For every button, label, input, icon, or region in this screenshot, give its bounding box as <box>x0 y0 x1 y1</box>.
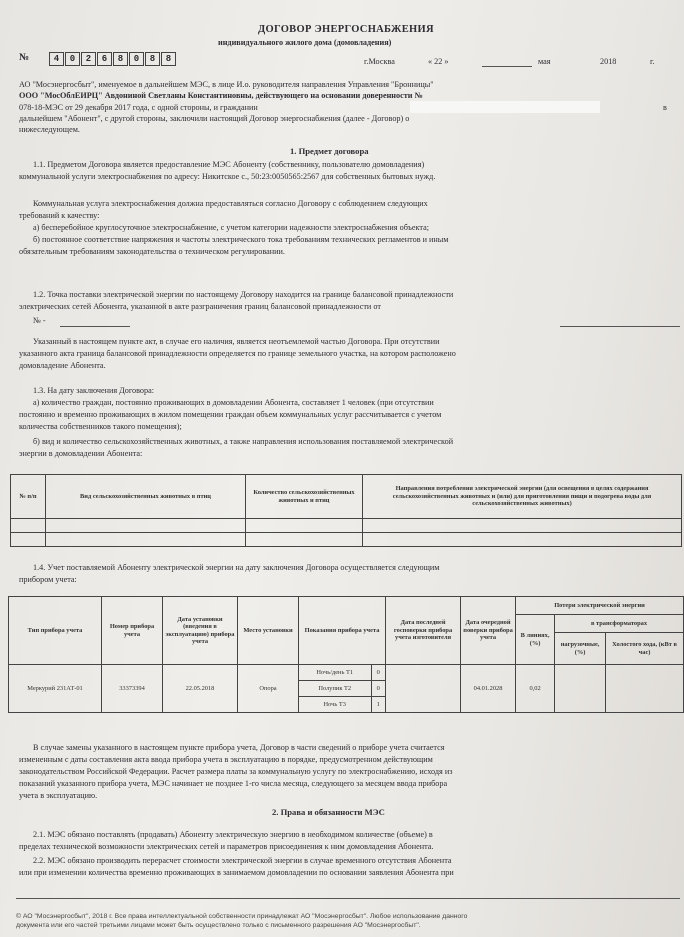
table-row <box>11 533 682 547</box>
paragraph-line: обязательным требованиям законодательства о техническом регулировании. <box>19 247 285 256</box>
tariff-value: 0 <box>371 681 386 697</box>
tariff-value: 0 <box>371 665 386 681</box>
paragraph-line: а) количество граждан, постоянно проживающих в домовладении Абонента, составляет 1 человек (при отсутствии <box>33 398 434 407</box>
table-row <box>9 665 684 681</box>
meter-number: 33373394 <box>102 665 163 713</box>
column-header: в трансформаторах <box>555 615 684 633</box>
paragraph-line: энергии в домовладении Абонента: <box>19 449 143 458</box>
footer-divider <box>16 898 680 899</box>
number-digit: 8 <box>145 52 160 66</box>
meter-type: Меркурий 231АТ-01 <box>9 665 102 713</box>
paragraph-line: электрических сетей Абонента, указанной в акте разграничения границ балансовой принадлежности от <box>19 302 381 311</box>
column-header: Потери электрической энергии <box>516 597 684 615</box>
paragraph-line: указанного акта граница балансовой принадлежности определяется по границе земельного участка, на котором расположено <box>19 349 456 358</box>
number-digit: 8 <box>161 52 176 66</box>
paragraph-line: 1.2. Точка поставки электрической энергии по настоящему Договору находится на границе балансовой принадлежности <box>33 290 454 299</box>
number-digit: 4 <box>49 52 64 66</box>
intro-line: ООО "МосОблЕИРЦ" Авдониной Светланы Константиновны, действующего на основании доверенности № <box>19 91 423 100</box>
number-label: № <box>19 52 30 63</box>
column-header: Холостого хода, (кВт в час) <box>606 633 684 665</box>
column-header: Количество сельскохозяйственных животных и птиц <box>246 475 363 519</box>
footer-line: документа или его частей третьими лицами может быть осуществлено только с письменного разрешения АО "Мосэнергосбыт". <box>16 922 421 929</box>
column-header: Вид сельскохозяйственных животных в птиц <box>46 475 246 519</box>
redacted-name <box>410 101 600 113</box>
paragraph-line: показаний указанного прибора учета, МЭС начинает не позднее 1-го числа месяца, следующего за месяцем ввода прибора <box>19 779 448 788</box>
paragraph-line: измененным с даты составления акта ввода прибора учета в эксплуатацию в порядке, предусмотренном действующим <box>19 755 433 764</box>
footer-line: © АО "Мосэнергосбыт", 2018 г. Все права интеллектуальной собственности принадлежат АО "Мосэнергосбыт". Любое использование данного <box>16 913 468 920</box>
line-losses: 0,02 <box>516 665 555 713</box>
contract-number <box>49 52 177 66</box>
column-header: Номер прибора учета <box>102 597 163 665</box>
intro-line: 078-18-МЭС от 29 декабря 2017 года, с одной стороны, и гражданин <box>19 103 258 112</box>
date-year: 2018 <box>600 57 617 66</box>
date-day: « 22 » <box>428 57 449 66</box>
copyright-footer <box>16 912 467 930</box>
paragraph-line: а) бесперебойное круглосуточное электроснабжение, с учетом категории надежности электроснабжения объекта; <box>33 223 429 232</box>
table-header-row <box>11 475 682 519</box>
column-header: № п/п <box>11 475 46 519</box>
table-header-row <box>9 597 684 615</box>
paragraph-line: б) постоянное соответствие напряжения и частоты электрического тока требованиям технических регламентов и иным <box>33 235 449 244</box>
number-digit: 8 <box>113 52 128 66</box>
section-heading: 1. Предмет договора <box>290 146 369 156</box>
column-header: Тип прибора учета <box>9 597 102 665</box>
tariff-label: Ночь Т3 <box>299 697 372 713</box>
intro-line: АО "Мосэнергосбыт", именуемое в дальнейшем МЭС, в лице И.о. руководителя направления Управления "Бронницы" <box>19 80 434 89</box>
paragraph-line: Коммунальная услуга электроснабжения должна предоставляться согласно Договору с соблюдением следующих <box>33 199 428 208</box>
paragraph-line: б) вид и количество сельскохозяйственных животных, а также направления использования поставляемой электрической <box>33 437 454 446</box>
number-digit: 0 <box>129 52 144 66</box>
paragraph-line: 2.2. МЭС обязано производить перерасчет стоимости электрической энергии в случае временного отсутствия Абонента <box>33 856 452 865</box>
paragraph-line: пределах технической возможности электрических сетей и параметров присоединения к ним домовладения Абонента. <box>19 842 434 851</box>
paragraph-line: № - <box>33 316 46 325</box>
column-header: нагрузочные, (%) <box>555 633 606 665</box>
column-header: Направления потребления электрической энергии (для освещения в целях содержания сельскохозяйственных животных и (или) для приготовления пищи и подогрева воды для сельскохозяйственных животных) <box>363 475 682 519</box>
column-header: Дата установки (введения в эксплуатацию) прибора учета <box>163 597 238 665</box>
animals-table <box>10 474 682 547</box>
act-number-underline <box>60 326 130 327</box>
column-header: В линиях, (%) <box>516 615 555 665</box>
month-underline <box>482 66 532 67</box>
document-subtitle: индивидуального жилого дома (домовладения) <box>218 38 392 47</box>
section-heading: 2. Права и обязанности МЭС <box>272 807 385 817</box>
column-header: Место установки <box>238 597 299 665</box>
paragraph-line: законодательством Российской Федерации. Расчет размера платы за коммунальную услугу по электроснабжению, исходя из <box>19 767 453 776</box>
year-suffix: г. <box>650 57 655 66</box>
city: г.Москва <box>364 57 395 66</box>
document-title: ДОГОВОР ЭНЕРГОСНАБЖЕНИЯ <box>258 24 434 35</box>
paragraph-line: требований к качеству: <box>19 211 100 220</box>
meter-table <box>8 596 684 713</box>
column-header: Дата последней госповерки прибора учета изготовителя <box>386 597 461 665</box>
paragraph-line: В случае замены указанного в настоящем пункте прибора учета, Договор в части сведений о приборе учета считается <box>33 743 445 752</box>
paragraph-line: Указанный в настоящем пункте акт, в случае его наличия, является неотъемлемой частью Договора. При отсутствии <box>33 337 440 346</box>
intro-line: дальнейшем "Абонент", с другой стороны, заключили настоящий Договор энергоснабжения (далее - Договор) о <box>19 114 410 123</box>
number-digit: 6 <box>97 52 112 66</box>
install-date: 22.05.2018 <box>163 665 238 713</box>
next-check-date: 04.01.2028 <box>461 665 516 713</box>
intro-line: в <box>663 103 667 112</box>
paragraph-line: 1.4. Учет поставляемой Абоненту электрической энергии на дату заключения Договора осуществляется следующим <box>33 563 440 572</box>
paragraph-line: 1.3. На дату заключения Договора: <box>33 386 155 395</box>
tariff-label: Полупик Т2 <box>299 681 372 697</box>
paragraph-line: или при изменении количества временно проживающих в занимаемом домовладении по основании заявления Абонента при <box>19 868 454 877</box>
column-header: Дата очередной поверки прибора учета <box>461 597 516 665</box>
paragraph-line: 1.1. Предметом Договора является предоставление МЭС Абоненту (собственнику, пользователю домовладения) <box>33 160 425 169</box>
paragraph-line: 2.1. МЭС обязано поставлять (продавать) Абоненту электрическую энергию в необходимом количестве (объеме) в <box>33 830 433 839</box>
paragraph-line: постоянно и временно проживающих в жилом помещении граждан объем коммунальных услуг рассчитывается с учетом <box>19 410 442 419</box>
tariff-value: 1 <box>371 697 386 713</box>
act-date-underline <box>560 326 680 327</box>
intro-line: нижеследующем. <box>19 125 80 134</box>
date-month: мая <box>538 57 551 66</box>
number-digit: 0 <box>65 52 80 66</box>
tariff-label: Ночь/день Т1 <box>299 665 372 681</box>
number-digit: 2 <box>81 52 96 66</box>
paragraph-line: коммунальной услуги электроснабжения по адресу: Никитское с., 50:23:0050565:2567 для собственных бытовых нужд. <box>19 172 436 181</box>
column-header: Показания прибора учета <box>299 597 386 665</box>
paragraph-line: прибором учета: <box>19 575 77 584</box>
paragraph-line: количества собственников такого помещения); <box>19 422 182 431</box>
paragraph-line: учета в эксплуатацию. <box>19 791 98 800</box>
install-place: Опора <box>238 665 299 713</box>
table-row <box>11 519 682 533</box>
paragraph-line: домовладение Абонента. <box>19 361 106 370</box>
